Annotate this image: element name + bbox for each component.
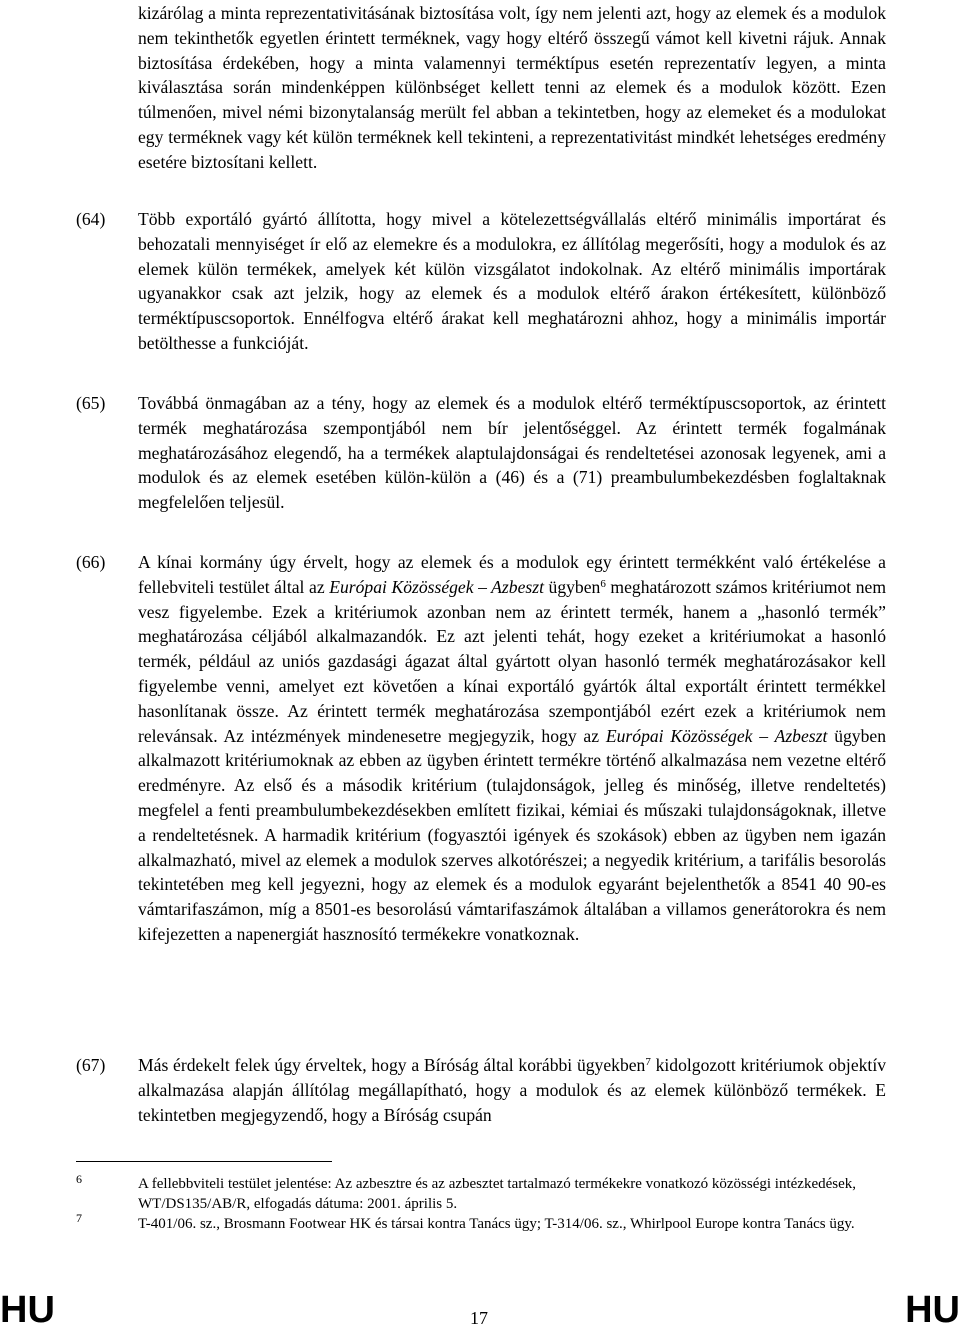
paragraph-64: Több exportáló gyártó állította, hogy mivel a kötelezettségvállalás eltérő minimális importárat és behozatali mennyiséget ír elő az elemekre és a modulokra, ez állítólag megerősíti, hogy a modulok és az elemek külön termékek, amelyek két külön vizsgálatot indokolnak. Az eltérő minimális importárak ugyanakkor csak azt jelzik, hogy az elemek és a modulok eltérő árakon értékesített, különböző terméktípuscsoportok. Ennélfogva eltérő árakat kell meghatározni ahhoz, hogy a minimális importár betölthesse a funkcióját. [138,209,886,353]
language-code-right: HU [905,1289,960,1331]
language-code-left: HU [0,1289,55,1331]
paragraph-number-66: (66) [76,552,106,572]
paragraph-66-text-4: ügyben alkalmazott kritériumoknak az ebben az ügyben érintett termékre történő alkalmazása nem vezetne eltérő eredményre. Az első és a második kritérium (tulajdonságok, jelleg és minőség, illetve rendeltetés) megfelel a fenti preambulumbekezdésekben említett fizikai, kémiai és műszaki tulajdonságoknak, illetve a rendeltetésnek. A harmadik kritérium (fogyasztói igények és szokások) ebben az ügyben nem igazán alkalmazható, mivel az elemek a modulok szerves alkotórészei; a negyedik kritérium, a tarifális besorolás tekintetében meg kell jegyezni, hogy az elemek és a modulok egyaránt bejelenthetők a 8541 40 90-es vámtarifaszámon, míg a 8501-es besorolású vámtarifaszámok általában a villamos generátorokra és nem kifejezetten a napenergiát hasznosító termékekre vonatkoznak. [138,725,886,944]
footnote-ref-6[interactable]: 6 [600,577,606,590]
paragraph-67 [138,1053,886,1127]
footnote-number-6: 6 [76,1172,82,1186]
footnote-ref-7[interactable]: 7 [645,1056,651,1068]
page-number: 17 [470,1308,488,1328]
footnote-6: A fellebbviteli testület jelentése: Az azbesztre és az azbesztet tartalmazó termékekre vonatkozó közösségi intézkedések, WT/DS135/AB/R, elfogadás dátuma: 2001. április 5. [138,1176,857,1212]
paragraph-66-text-2: ügyben [543,576,601,597]
paragraph-number-64: (64) [76,209,106,229]
paragraph-66-text-1: A kínai kormány úgy érvelt, hogy az elemek és a modulok egy érintett termékként való értékelése a fellebviteli testület által az [138,552,886,597]
case-name-italic-1: Európai Közösségek – Azbeszt [329,576,544,597]
paragraph-67-text-2: kidolgozott kritériumok objektív alkalmazása alapján állítólag megállapítható, hogy a modulok és az elemek különböző termékek. E tekintetben megjegyzendő, hogy a Bíróság csupán [138,1055,886,1125]
footnote-7: T-401/06. sz., Brosmann Footwear HK és társai kontra Tanács ügy; T-314/06. sz., Whirlpool Europe kontra Tanács ügy. [138,1216,855,1232]
paragraph-67-text-1: Más érdekelt felek úgy érveltek, hogy a Bíróság által korábbi ügyekben [138,1055,646,1075]
paragraph-66-text-3: meghatározott számos kritériumot nem vesz figyelembe. Ezek a kritériumok azonban nem az érintett termék, hanem a „hasonló termék” meghatározása céljából alkalmazandók. Ez azt jelenti tehát, hogy ezeket a kritériumokat a hasonló termék, például az uniós gazdasági ágazat által gyártott olyan hasonló termék meghatározásakor kell figyelembe venni, amelyet ezt követően a kínai exportáló gyártók által exportált érintett termékkel hasonlítanak össze. Az érintett termék meghatározása szempontjából ezért ezek a kritériumok nem relevánsak. Az intézmények mindenesetre megjegyzik, hogy az [138,576,887,746]
paragraph-66 [138,550,886,947]
footnote-number-7: 7 [76,1211,82,1225]
paragraph-number-65: (65) [76,393,106,413]
paragraph-65: Továbbá önmagában az a tény, hogy az elemek és a modulok eltérő terméktípuscsoportok, az érintett termék meghatározása szempontjából nem bír jelentőséggel. Az érintett termék fogalmának meghatározásához elegendő, ha a termékek alaptulajdonságai és rendeltetései azonosak legyenek, ami a modulok és az elemek esetében külön-külön a (46) és a (71) preambulumbekezdésben foglaltaknak megfelelően teljesül. [138,393,886,513]
case-name-italic-2: Európai Közösségek – Azbeszt [605,725,828,746]
footnote-separator [76,1161,332,1162]
paragraph-number-67: (67) [76,1055,106,1075]
paragraph-63-continuation: kizárólag a minta reprezentativitásának biztosítása volt, így nem jelenti azt, hogy az elemek és a modulok nem tekinthetők egyetlen érintett terméknek, vagy hogy eltérő összegű vámot kell kivetni rájuk. Annak biztosítása érdekében, hogy a minta valamennyi terméktípus esetén reprezentatív legyen, a minta kiválasztása során mindenképpen különbséget kellett tenni az elemek és a modulok között. Ezen túlmenően, mivel némi bizonytalanság merült fel abban a tekintetben, hogy az elemeket és a modulokat egy terméknek vagy két külön terméknek kell tekinteni, a reprezentativitást mindkét lehetséges eredmény esetére biztosítani kellett. [138,3,886,172]
